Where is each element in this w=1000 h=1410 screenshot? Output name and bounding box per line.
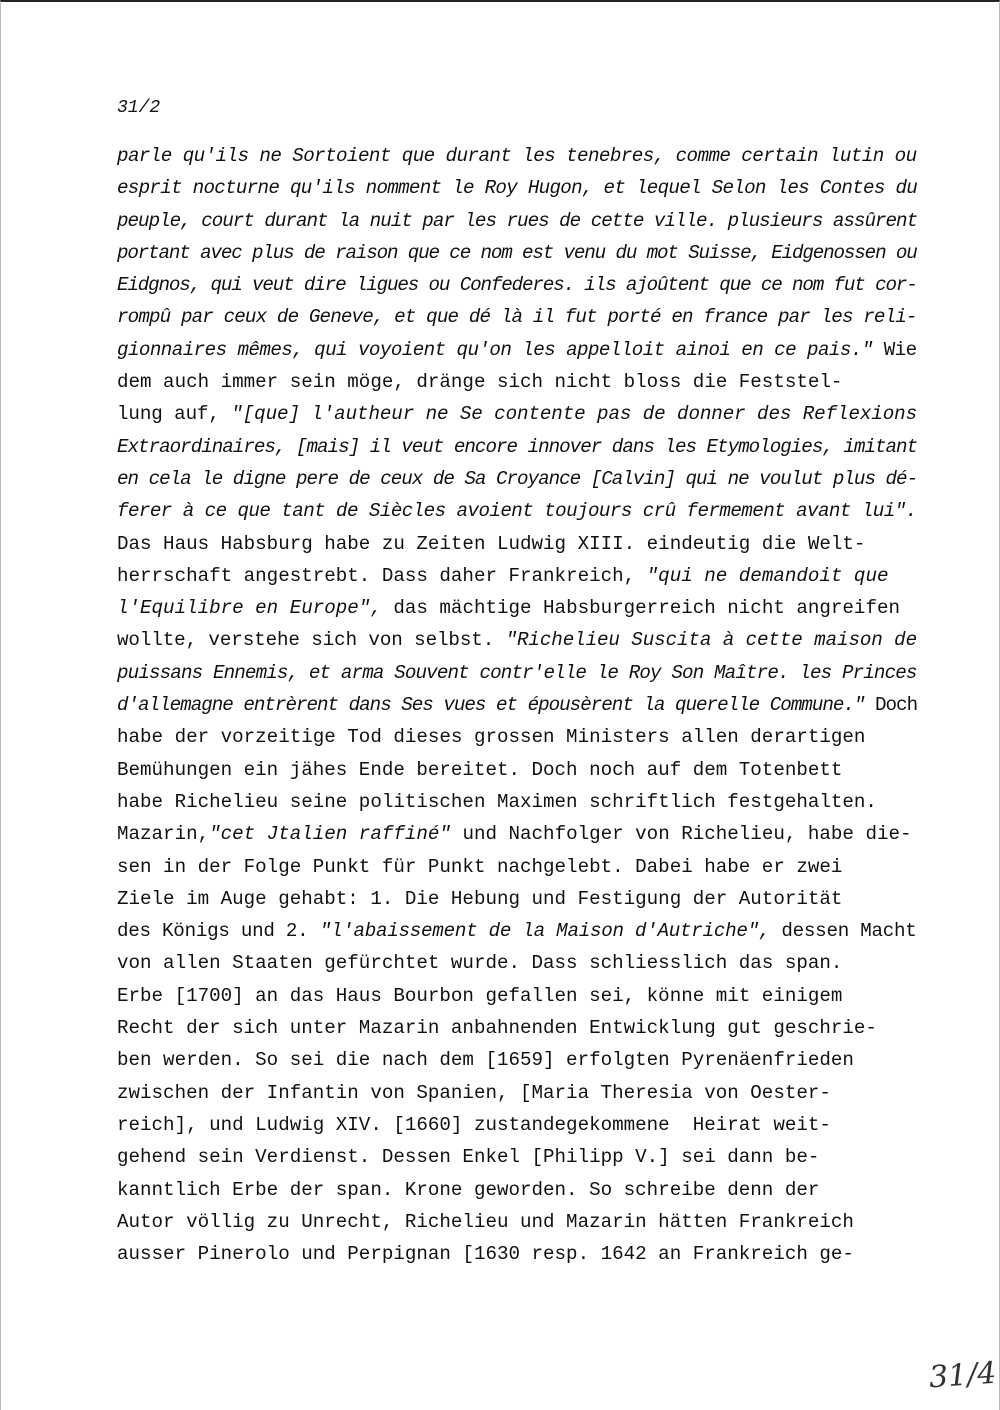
text-line bbox=[117, 721, 917, 753]
text-line bbox=[117, 1238, 917, 1270]
german-text: kanntlich Erbe der span. Krone geworden. So schreibe denn der bbox=[117, 1178, 820, 1201]
text-line bbox=[117, 205, 917, 237]
quoted-french-text: d'allemagne entrèrent dans Ses vues et épousèrent la querelle Commune." bbox=[117, 694, 865, 717]
text-line bbox=[117, 592, 917, 624]
german-text: Recht der sich unter Mazarin anbahnenden Entwicklung gut geschrie- bbox=[117, 1017, 877, 1040]
text-line bbox=[117, 1174, 917, 1206]
quoted-french-text: esprit nocturne qu'ils nomment le Roy Hugon, et lequel Selon les Contes du bbox=[117, 177, 918, 200]
text-line bbox=[117, 334, 917, 366]
german-text: Erbe [1700] an das Haus Bourbon gefallen sei, könne mit einigem bbox=[117, 984, 843, 1007]
page-number: 31/2 bbox=[117, 98, 161, 118]
german-text: dessen Macht bbox=[770, 920, 917, 943]
text-line bbox=[117, 140, 917, 172]
handwritten-page-number: 31/4 bbox=[927, 1355, 998, 1396]
german-text: Mazarin, bbox=[117, 823, 210, 846]
text-line bbox=[117, 689, 917, 721]
quoted-french-text: portant avec plus de raison que ce nom est venu du mot Suisse, Eidgenossen ou bbox=[117, 241, 917, 264]
text-line bbox=[117, 786, 917, 818]
german-text: das mächtige Habsburgerreich nicht angreifen bbox=[381, 597, 900, 620]
text-line bbox=[117, 1044, 917, 1076]
quoted-french-text: parle qu'ils ne Sortoient que durant les tenebres, comme certain lutin ou bbox=[117, 145, 917, 167]
german-text: Wie bbox=[872, 338, 917, 361]
german-text: Bemühungen ein jähes Ende bereitet. Doch noch auf dem Totenbett bbox=[117, 758, 843, 781]
german-text: Das Haus Habsburg habe zu Zeiten Ludwig XIII. eindeutig die Welt- bbox=[117, 532, 866, 555]
text-line bbox=[117, 431, 917, 463]
german-text: wollte, verstehe sich von selbst. bbox=[117, 629, 506, 652]
german-text: habe der vorzeitige Tod dieses grossen Ministers allen derartigen bbox=[117, 726, 866, 749]
text-line bbox=[117, 657, 917, 689]
text-line bbox=[117, 269, 917, 301]
text-line bbox=[117, 754, 917, 786]
text-line bbox=[117, 818, 917, 850]
german-text: ausser Pinerolo und Perpignan [1630 resp. 1642 an Frankreich ge- bbox=[117, 1243, 854, 1266]
text-line bbox=[117, 528, 917, 560]
text-line bbox=[117, 851, 917, 883]
german-text: Ziele im Auge gehabt: 1. Die Hebung und Festigung der Autorität bbox=[117, 887, 843, 910]
text-line bbox=[117, 947, 917, 979]
german-text: habe Richelieu seine politischen Maximen schriftlich festgehalten. bbox=[117, 790, 877, 813]
body-text bbox=[117, 140, 917, 1270]
text-line bbox=[117, 1109, 917, 1141]
german-text: lung auf, bbox=[117, 403, 232, 426]
text-line bbox=[117, 883, 917, 915]
quoted-french-text: Extraordinaires, [mais] il veut encore innover dans les Etymologies, imitant bbox=[117, 435, 918, 458]
german-text: Doch bbox=[864, 694, 918, 717]
quoted-french-text: puissans Ennemis, et arma Souvent contr'elle le Roy Son Maître. les Princes bbox=[117, 661, 917, 684]
text-line bbox=[117, 624, 917, 656]
quoted-french-text: Eidgnos, qui veut dire ligues ou Confederes. ils ajoûtent que ce nom fut cor- bbox=[117, 274, 917, 297]
german-text: dem auch immer sein möge, dränge sich nicht bloss die Feststel- bbox=[117, 371, 843, 394]
quoted-french-text: "cet Jtalien raffiné" bbox=[209, 823, 451, 846]
quoted-french-text: gionnaires mêmes, qui voyoient qu'on les appelloit ainoi en ce pais." bbox=[117, 338, 873, 361]
german-text: gehend sein Verdienst. Dessen Enkel [Philipp V.] sei dann be- bbox=[117, 1146, 820, 1169]
quoted-french-text: l'Equilibre en Europe", bbox=[117, 597, 382, 620]
text-line bbox=[117, 463, 917, 495]
quoted-french-text: en cela le digne pere de ceux de Sa Croyance [Calvin] qui ne voulut plus dé- bbox=[117, 467, 918, 490]
german-text: zwischen der Infantin von Spanien, [Maria Theresia von Oester- bbox=[117, 1081, 831, 1104]
quoted-french-text: "Richelieu Suscita à cette maison de bbox=[505, 629, 918, 652]
text-line bbox=[117, 366, 917, 398]
german-text: und Nachfolger von Richelieu, habe die- bbox=[450, 823, 912, 846]
german-text: des Königs und 2. bbox=[117, 920, 320, 943]
quoted-french-text: "[que] l'autheur ne Se contente pas de donner des Reflexions bbox=[231, 403, 918, 426]
quoted-french-text: "l'abaissement de la Maison d'Autriche", bbox=[319, 920, 771, 943]
text-line bbox=[117, 1012, 917, 1044]
quoted-french-text: ferer à ce que tant de Siècles avoient toujours crû fermement avant lui". bbox=[117, 500, 917, 523]
text-line bbox=[117, 1077, 917, 1109]
quoted-french-text: "qui ne demandoit que bbox=[646, 564, 889, 587]
german-text: von allen Staaten gefürchtet wurde. Dass schliesslich das span. bbox=[117, 952, 843, 975]
text-line bbox=[117, 915, 917, 947]
text-line bbox=[117, 398, 917, 430]
text-line bbox=[117, 560, 917, 592]
german-text: sen in der Folge Punkt für Punkt nachgelebt. Dabei habe er zwei bbox=[117, 855, 843, 878]
german-text: ben werden. So sei die nach dem [1659] erfolgten Pyrenäenfrieden bbox=[117, 1049, 854, 1072]
text-line bbox=[117, 237, 917, 269]
quoted-french-text: rompû par ceux de Geneve, et que dé là il fut porté en france par les reli- bbox=[117, 306, 917, 329]
quoted-french-text: peuple, court durant la nuit par les rues de cette ville. plusieurs assûrent bbox=[117, 209, 918, 232]
text-line bbox=[117, 980, 917, 1012]
text-line bbox=[117, 172, 917, 204]
text-line bbox=[117, 1206, 917, 1238]
german-text: reich], und Ludwig XIV. [1660] zustandegekommene Heirat weit- bbox=[117, 1113, 831, 1136]
text-line bbox=[117, 1141, 917, 1173]
german-text: Autor völlig zu Unrecht, Richelieu und Mazarin hätten Frankreich bbox=[117, 1210, 854, 1233]
text-line bbox=[117, 495, 917, 527]
german-text: herrschaft angestrebt. Dass daher Frankreich, bbox=[117, 564, 647, 587]
text-line bbox=[117, 301, 917, 333]
